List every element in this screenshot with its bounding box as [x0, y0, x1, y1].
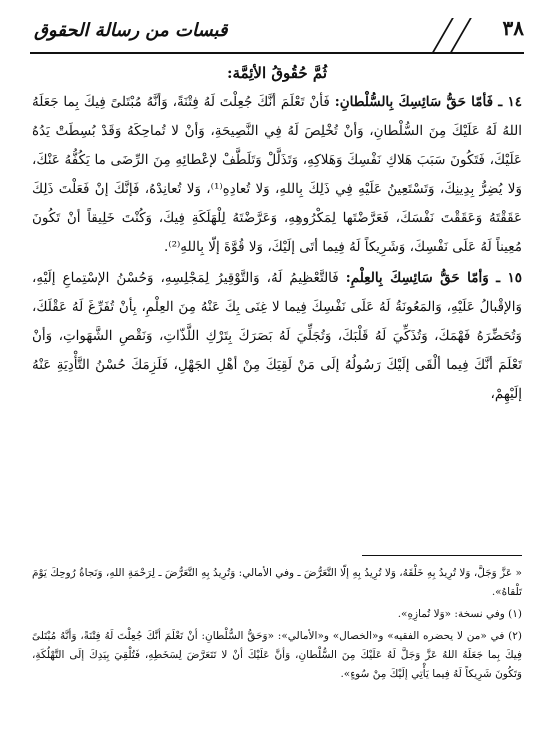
- main-text: [32, 62, 522, 409]
- footnote: (٢) في «من لا يحضره الفقيه» و«الخصال» و«الأمالي»: «وَحَقُّ السُّلْطانِ: أنْ تَعْلَمَ أنَّكَ جُعِلْتَ لَهُ فِتْنَةً، وَأنَّهُ مُبْتَلىً فِيكَ بِما جَعَلَهُ اللهُ عَزَّ وَجَلَّ لَهُ عَلَيْكَ مِنَ السُّلْطانِ، وَأنَّ عَلَيْكَ أنْ لا تَتَعَرَّضَ لِسَخَطِهِ، فَتُلْقِيَ بِيَدِكَ إلَى التَّهْلُكَةِ، وَتَكُونَ شَرِيكاً لَهُ فِيما يَأْتِي إلَيْكَ مِنْ سُوءٍ».: [32, 630, 522, 680]
- header-rule: [30, 52, 524, 54]
- running-title: قبسات من رسالة الحقوق: [34, 20, 228, 41]
- footnote: « عَزَّ وَجَلَّ، وَلا تُرِيدُ بِهِ خَلْقَهُ، وَلا تُرِيدُ بِهِ إلّا التَّعَرُّضَ ـ وفي الأمالي: وَتُرِيدُ بِهِ التَّعَرُّضَ ـ لِرَحْمَةِ اللهِ، وَنَجاةُ رُوحِكَ يَوْمَ تَلْقاهُ».: [32, 567, 522, 598]
- footnote: (١) وفي نسخة: «وَلا تُمازِهِ».: [397, 608, 522, 620]
- paragraph-lead: ١٥ ـ وَأمّا حَقُّ سَائِسِكَ بِالعِلْمِ:: [345, 270, 522, 286]
- page-header: [30, 14, 524, 54]
- section-heading: ثُمَّ حُقُوقُ الأئِمَّة:: [227, 64, 327, 82]
- page-number: ٣٨: [502, 16, 524, 40]
- footnotes: [32, 555, 522, 687]
- header-ornament: [432, 18, 454, 52]
- paragraph-text: فَالتَّعْظِيمُ لَهُ، وَالتَّوْقِيرُ لِمَجْلِسِهِ، وَحُسْنُ الإسْتِماعِ إلَيْهِ، وَالإقْبالُ عَلَيْهِ، وَالمَعُونَةُ لَهُ عَلَى نَفْسِكَ فِيما لا غِنَى بِكَ عَنْهُ مِنَ العِلْمِ، بِأنْ تُفَرِّغَ لَهُ عَقْلَكَ، وَتُحَضِّرَهُ فَهْمَكَ، وَتُذَكِّيَ لَهُ قَلْبَكَ، وَتُجَلِّيَ لَهُ بَصَرَكَ بِتَرْكِ اللَّذّاتِ، وَنَقْصِ الشَّهَواتِ، وَأنْ تَعْلَمَ أنَّكَ فِيما ألْقَى إلَيْكَ رَسُولُهُ إلَى مَنْ لَقِيَكَ مِنْ أهْلِ الجَهْلِ، فَلَزِمَكَ حُسْنُ التَّأْدِيَةِ عَنْهُ إلَيْهِمْ،: [32, 270, 522, 402]
- header-ornament: [450, 18, 472, 52]
- footnote-rule: [362, 555, 522, 556]
- paragraph: [32, 264, 522, 409]
- paragraph-text: فَأنْ تَعْلَمَ أنَّكَ جُعِلْتَ لَهُ فِتْنَةً، وَأنَّهُ مُبْتَلىً فِيكَ بِما جَعَلَهُ اللهُ لَهُ عَلَيْكَ مِنَ السُّلْطانِ، وَأنْ تُخْلِصَ لَهُ فِي النَّصِيحَةِ، وَأنْ لا تُماحِكَهُ وَقَدْ بُسِطَتْ يَدُهُ عَلَيْكَ، فَتَكُونَ سَبَبَ هَلاكِ نَفْسِكَ وَهَلاكِهِ، وَتَذَلَّلْ وَتَلَطَّفْ لإعْطائِهِ مِنَ الرِّضَى ما يَكُفُّهُ عَنْكَ، وَلا يُضِرُّ بِدِينِكَ، وَتَسْتَعِينُ عَلَيْهِ فِي ذَلِكَ بِاللهِ، وَلا تُعادِهِ⁽¹⁾، وَلا تُعانِدْهُ، فَإنَّكَ إنْ فَعَلْتَ ذَلِكَ عَقَقْتَهُ وَعَقَقْتَ نَفْسَكَ، فَعَرَّضْتَها لِمَكْرُوهِهِ، وَعَرَّضْتَهُ لِلْهَلَكَةِ فِيكَ، وَكُنْتَ خَلِيقاً أنْ تَكُونَ مُعِيناً لَهُ عَلَى نَفْسِكَ، وَشَرِيكاً لَهُ فِيما أتَى إلَيْكَ، وَلا قُوَّةَ إلّا بِاللهِ⁽²⁾.: [32, 94, 522, 255]
- paragraph-lead: ١٤ ـ فَأمّا حَقُّ سَائِسِكَ بِالسُّلْطانِ:: [334, 94, 523, 110]
- paragraph: [32, 88, 522, 262]
